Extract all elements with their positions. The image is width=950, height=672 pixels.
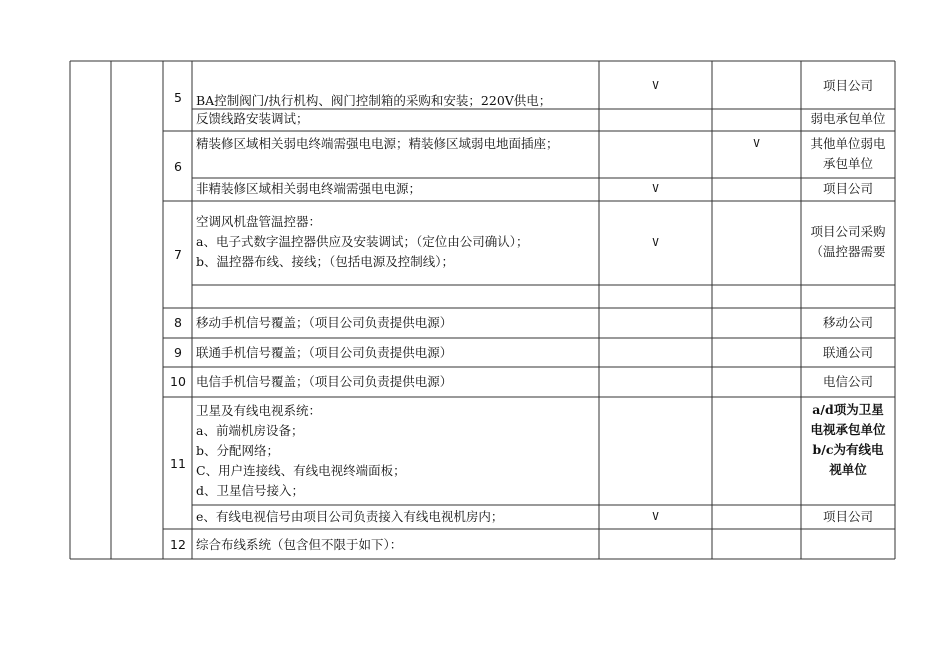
row-number: 8 xyxy=(174,315,182,330)
description-line: 空调风机盘管温控器： xyxy=(196,214,322,229)
item-description: BA控制阀门/执行机构、阀门控制箱的采购和安装；220V供电； xyxy=(196,93,552,108)
responsible-party: 弱电承包单位 xyxy=(810,111,886,126)
description-line: d、卫星信号接入； xyxy=(196,483,305,498)
row-number: 5 xyxy=(174,90,182,105)
item-description: 联通手机信号覆盖；（项目公司负责提供电源） xyxy=(196,345,453,360)
responsibility-mark: V xyxy=(652,79,659,92)
row-number: 9 xyxy=(174,345,182,360)
responsible-party-line: 承包单位 xyxy=(822,156,873,171)
item-description xyxy=(196,401,406,501)
responsible-party: 联通公司 xyxy=(822,345,873,360)
responsibility-mark: V xyxy=(652,236,659,249)
responsible-party-line: （温控器需要 xyxy=(810,244,886,259)
responsible-party: 项目公司 xyxy=(822,509,873,524)
item-description xyxy=(196,212,528,272)
responsible-party-line: 视单位 xyxy=(829,462,867,477)
responsible-party-line: 其他单位弱电 xyxy=(810,136,886,151)
item-description: 移动手机信号覆盖；（项目公司负责提供电源） xyxy=(196,315,453,330)
description-line: 卫星及有线电视系统： xyxy=(196,403,322,418)
responsible-party: 电信公司 xyxy=(822,374,873,389)
item-description: 非精装修区域相关弱电终端需强电电源； xyxy=(196,181,422,196)
description-line: b、温控器布线、接线；（包括电源及控制线）； xyxy=(196,254,455,269)
responsibility-mark: V xyxy=(652,182,659,195)
description-line: C、用户连接线、有线电视终端面板； xyxy=(196,463,406,478)
responsible-party xyxy=(802,134,894,174)
responsible-party: 项目公司 xyxy=(822,78,873,93)
responsible-party xyxy=(802,222,894,262)
description-line: b、分配网络； xyxy=(196,443,280,458)
row-number: 6 xyxy=(174,159,182,174)
responsible-party-line: b/c为有线电 xyxy=(812,442,884,457)
item-description: 精装修区域相关弱电终端需强电电源；精装修区域弱电地面插座； xyxy=(196,136,559,151)
responsibility-mark: V xyxy=(753,137,760,150)
row-number: 10 xyxy=(170,374,186,389)
item-description: e、有线电视信号由项目公司负责接入有线电视机房内； xyxy=(196,509,504,524)
responsible-party-line: 电视承包单位 xyxy=(810,422,886,437)
row-number: 11 xyxy=(170,456,186,471)
description-line: a、前端机房设备； xyxy=(196,423,304,438)
description-line: a、电子式数字温控器供应及安装调试；（定位由公司确认）； xyxy=(196,234,529,249)
responsible-party: 移动公司 xyxy=(822,315,873,330)
responsibility-mark: V xyxy=(652,510,659,523)
item-description: 电信手机信号覆盖；（项目公司负责提供电源） xyxy=(196,374,453,389)
item-description: 反馈线路安装调试； xyxy=(196,111,309,126)
responsible-party: 项目公司 xyxy=(822,181,873,196)
responsible-party-line: a/d项为卫星 xyxy=(812,402,884,417)
item-description: 综合布线系统（包含但不限于如下）： xyxy=(196,537,403,552)
responsible-party-line: 项目公司采购 xyxy=(810,224,886,239)
responsible-party xyxy=(802,400,894,480)
row-number: 7 xyxy=(174,247,182,262)
row-number: 12 xyxy=(170,537,186,552)
